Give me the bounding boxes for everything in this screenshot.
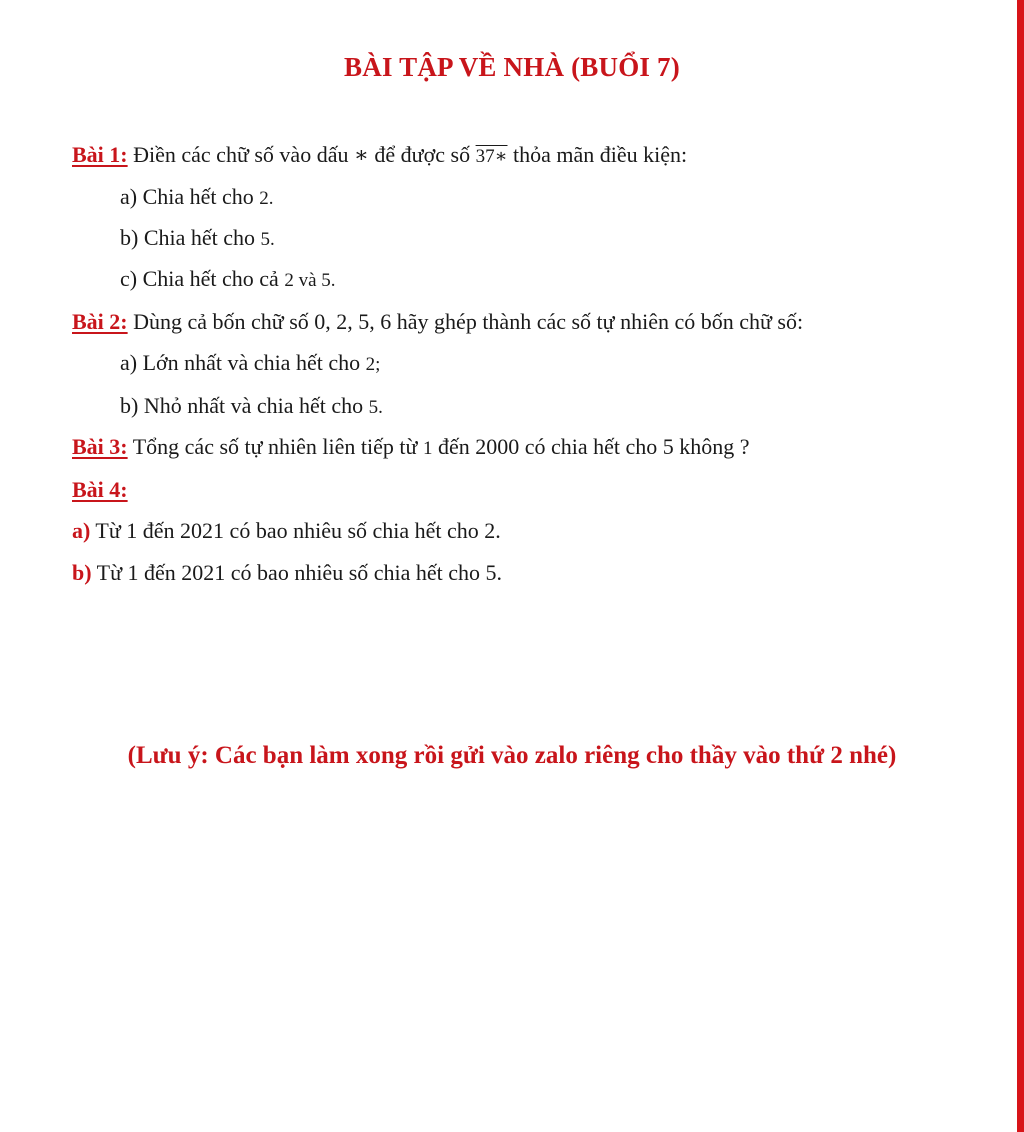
bai2-item-a-value: 2; — [365, 354, 381, 375]
page-title: BÀI TẬP VỀ NHÀ (BUỔI 7) — [344, 52, 680, 82]
bai1-item-c-value: 2 và 5. — [284, 270, 336, 291]
bai2-item-b — [120, 392, 383, 422]
bai3-question — [72, 433, 750, 463]
bai3-text-a: Tổng các số tự nhiên liên tiếp từ — [127, 434, 423, 459]
bai2-item-b-prefix: b) Nhỏ nhất và chia hết cho — [120, 393, 369, 418]
bai1-item-b-prefix: b) Chia hết cho — [120, 225, 261, 250]
bai1-item-a-value: 2. — [259, 188, 274, 209]
bai2-item-b-value: 5. — [368, 397, 383, 418]
bai1-item-c-prefix: c) Chia hết cho cả — [120, 266, 285, 291]
bai1-item-b — [120, 224, 275, 254]
bai4-label: Bài 4: — [72, 477, 128, 502]
note-text: (Lưu ý: Các bạn làm xong rồi gửi vào zalo riêng cho thầy vào thứ 2 nhé) — [127, 742, 897, 769]
right-edge-bar — [1017, 0, 1024, 1132]
bai1-item-a — [120, 183, 274, 213]
bai1-question — [72, 141, 687, 171]
bai2-item-a — [120, 349, 380, 379]
bai1-item-a-prefix: a) Chia hết cho — [120, 184, 260, 209]
bai1-item-b-value: 5. — [260, 229, 275, 250]
bai2-question — [72, 308, 803, 336]
bai3-num: 1 — [422, 438, 433, 459]
bai3-label: Bài 3: — [72, 434, 128, 459]
bai4-item-b-text: Từ 1 đến 2021 có bao nhiêu số chia hết cho 5. — [91, 560, 503, 585]
bai4-heading — [72, 476, 128, 504]
bai2-text: Dùng cả bốn chữ số 0, 2, 5, 6 hãy ghép thành các số tự nhiên có bốn chữ số: — [127, 309, 804, 334]
bai2-item-a-prefix: a) Lớn nhất và chia hết cho — [120, 350, 366, 375]
bai4-item-a — [72, 517, 501, 545]
bai1-text-before: Điền các chữ số vào dấu ∗ để được số — [127, 142, 476, 167]
bai4-item-b-letter: b) — [72, 560, 92, 585]
bai2-label: Bài 2: — [72, 309, 128, 334]
bai1-label: Bài 1: — [72, 142, 128, 167]
bai4-item-a-letter: a) — [72, 518, 91, 543]
bai3-text-b: đến 2000 có chia hết cho 5 không ? — [432, 434, 750, 459]
bai4-item-a-text: Từ 1 đến 2021 có bao nhiêu số chia hết cho 2. — [90, 518, 501, 543]
bai1-text-after: thỏa mãn điều kiện: — [507, 142, 688, 167]
bai1-item-c — [120, 265, 336, 295]
bai1-number: 37∗ — [475, 146, 508, 167]
bai4-item-b — [72, 559, 502, 587]
